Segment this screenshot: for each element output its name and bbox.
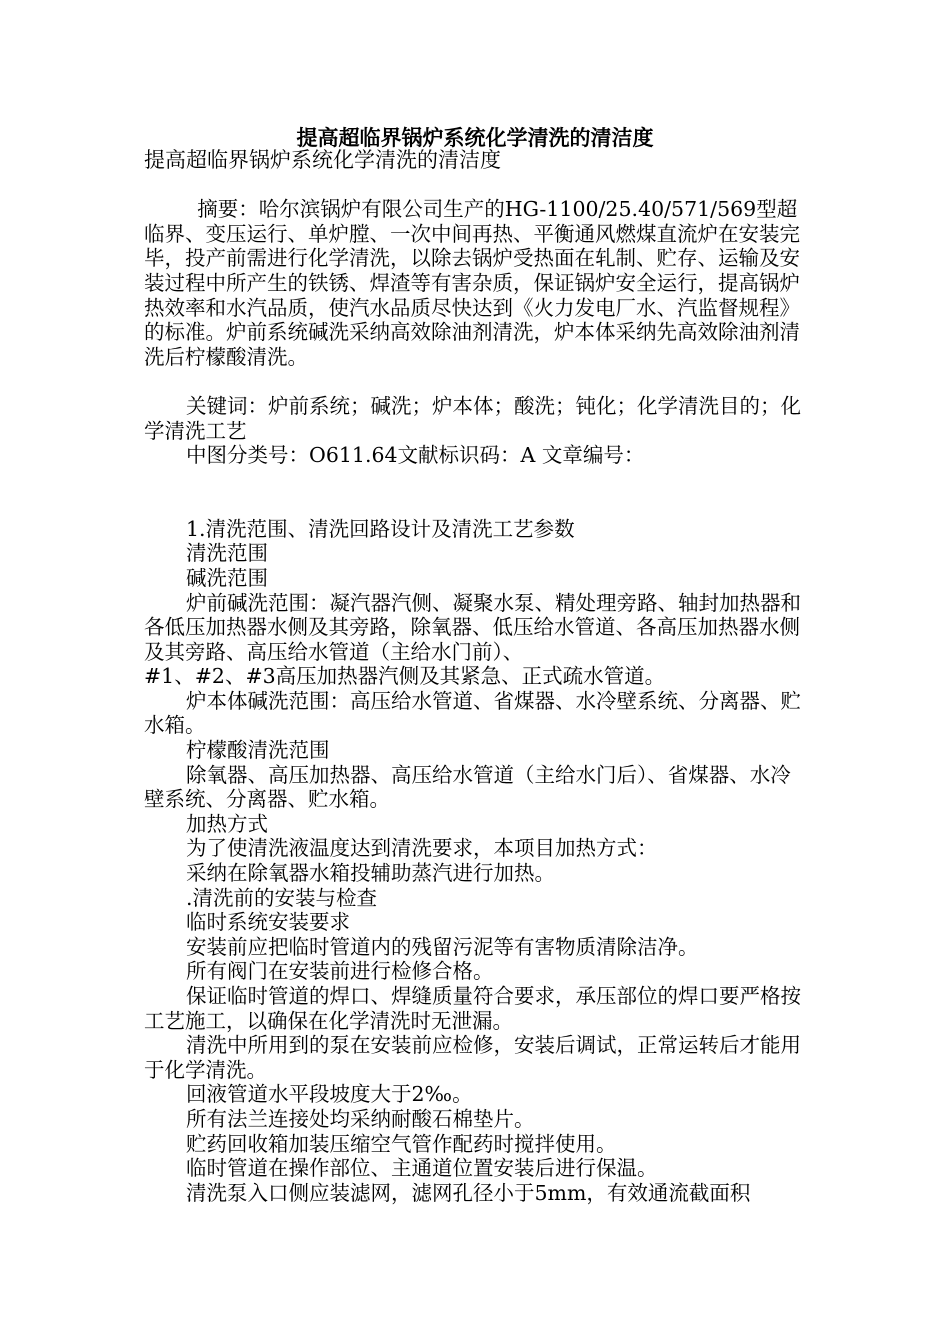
document-subtitle: 提高超临界锅炉系统化学清洗的清洁度 — [144, 148, 501, 172]
body-paragraph: 贮药回收箱加装压缩空气管作配药时搅拌使用。 — [186, 1131, 617, 1156]
body-paragraph: 炉前碱洗范围：凝汽器汽侧、凝聚水泵、精处理旁路、轴封加热器和各低压加热器水侧及其旁路，除氧器、低压给水管道、各高压加热器水侧及其旁路、高压给水管道（主给水门前）、 — [144, 590, 802, 664]
subsection-heading: 碱洗范围 — [186, 565, 269, 590]
body-paragraph: 所有法兰连接处均采纳耐酸石棉垫片。 — [186, 1106, 535, 1131]
document-title: 提高超临界锅炉系统化学清洗的清洁度 — [296, 125, 654, 150]
body-paragraph: 临时管道在操作部位、主通道位置安装后进行保温。 — [186, 1156, 658, 1181]
body-paragraph: 安装前应把临时管道内的残留污泥等有害物质清除洁净。 — [186, 934, 699, 959]
body-paragraph: #1、#2、#3高压加热器汽侧及其紧急、正式疏水管道。 — [144, 664, 666, 689]
subsection-heading: 临时系统安装要求 — [186, 910, 351, 935]
document-body — [144, 148, 810, 1205]
section-heading: 1.清洗范围、清洗回路设计及清洗工艺参数 — [186, 516, 575, 541]
body-paragraph: 采纳在除氧器水箱投辅助蒸汽进行加热。 — [186, 861, 556, 886]
section-heading: .清洗前的安装与检查 — [186, 885, 378, 910]
body-paragraph: 除氧器、高压加热器、高压给水管道（主给水门后）、省煤器、水冷壁系统、分离器、贮水箱。 — [144, 762, 791, 812]
body-paragraph: 回液管道水平段坡度大于2‰。 — [186, 1082, 473, 1107]
body-paragraph: 清洗中所用到的泵在安装前应检修，安装后调试，正常运转后才能用于化学清洗。 — [144, 1033, 802, 1082]
body-paragraph: 所有阀门在安装前进行检修合格。 — [186, 959, 494, 984]
body-paragraph: 炉本体碱洗范围：高压给水管道、省煤器、水冷壁系统、分离器、贮水箱。 — [144, 688, 802, 738]
body-paragraph: 为了使清洗液温度达到清洗要求，本项目加热方式： — [186, 836, 658, 861]
body-paragraph: 清洗泵入口侧应装滤网，滤网孔径小于5mm，有效通流截面积 — [186, 1180, 751, 1205]
subsection-heading: 柠檬酸清洗范围 — [186, 738, 330, 763]
classification-paragraph: 中图分类号：O611.64文献标识码：A 文章编号： — [186, 443, 645, 468]
abstract-paragraph: 摘要：哈尔滨锅炉有限公司生产的HG-1100/25.40/571/569型超临界、变压运行、单炉膛、一次中间再热、平衡通风燃煤直流炉在安装完毕，投产前需进行化学清洗，以除去锅炉受热面在轧制、贮存、运输及安装过程中所产生的铁锈、焊渣等有害杂质，保证锅炉安全运行，提高锅炉热效率和水汽品质，使汽水品质尽快达到《火力发电厂水、汽监督规程》的标准。炉前系统碱洗采纳高效除油剂清洗，炉本体采纳先高效除油剂清洗后柠檬酸清洗。 — [144, 197, 800, 369]
subsection-heading: 清洗范围 — [186, 541, 269, 566]
subsection-heading: 加热方式 — [186, 811, 269, 836]
keywords-paragraph: 关键词：炉前系统；碱洗；炉本体；酸洗；钝化；化学清洗目的；化学清洗工艺 — [144, 393, 802, 443]
body-paragraph: 保证临时管道的焊口、焊缝质量符合要求，承压部位的焊口要严格按工艺施工，以确保在化学清洗时无泄漏。 — [144, 984, 802, 1033]
